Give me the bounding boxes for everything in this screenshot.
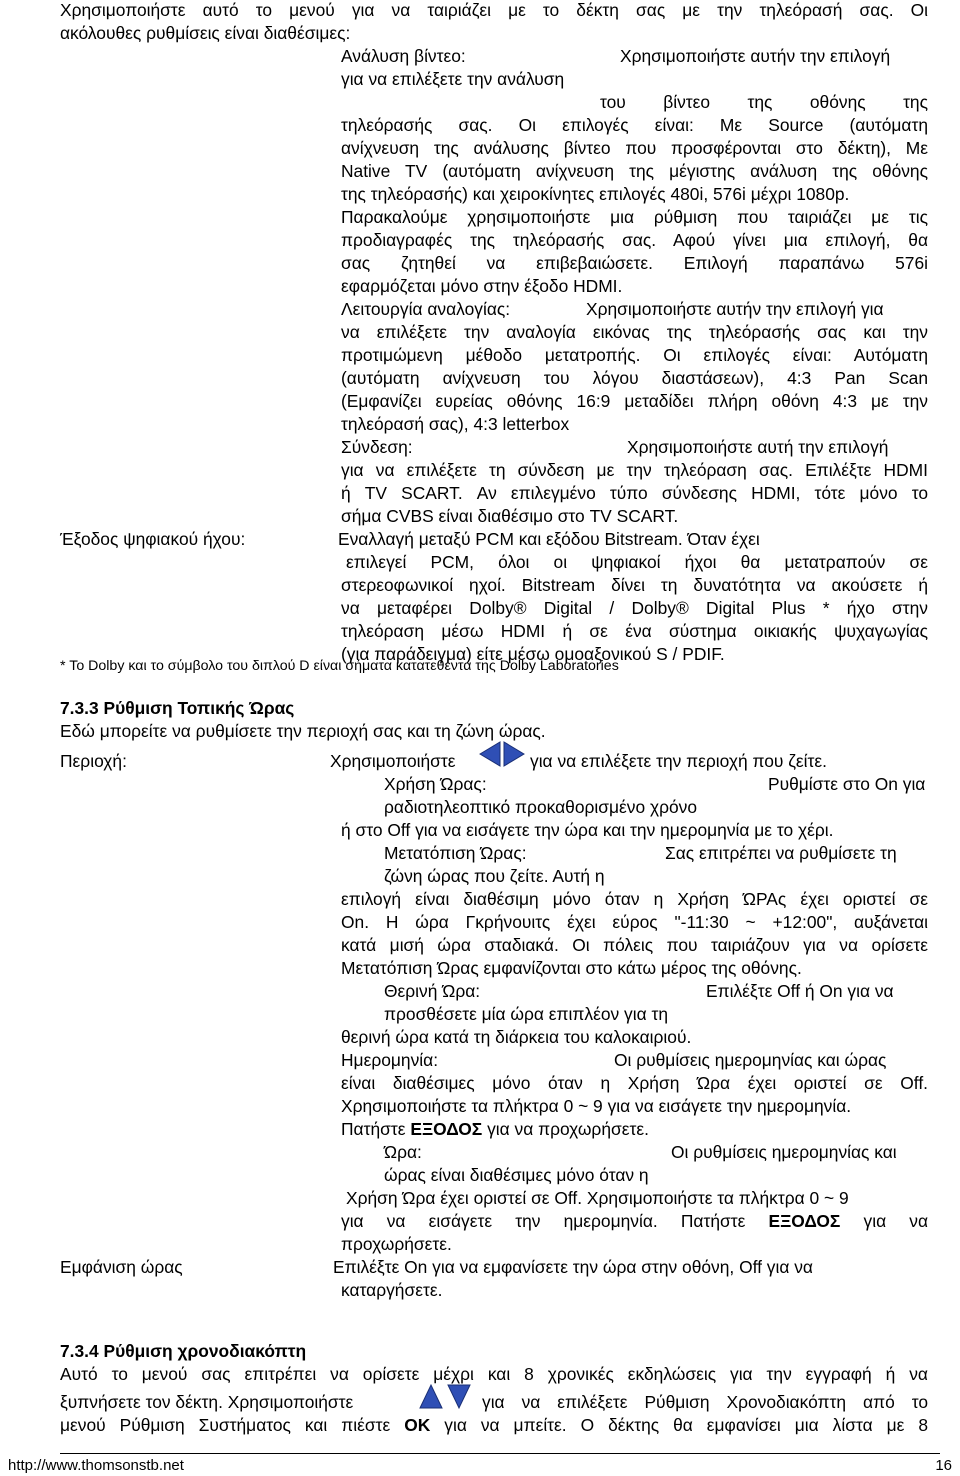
paragraph-line: προχωρήσετε. <box>341 1234 452 1254</box>
paragraph-line: Παρακαλούμε χρησιμοποιήστε μια ρύθμιση που ταιριάζει με τις <box>341 207 928 227</box>
setting-label-video-resolution: Ανάλυση βίντεο: <box>341 46 466 66</box>
paragraph-line: για να επιλέξετε Ρύθμιση Χρονοδιακόπτη από το <box>482 1392 928 1412</box>
paragraph-line: (αυτόματη ανίχνευση του λόγου διαστάσεων), 4:3 Pan Scan <box>341 368 928 388</box>
paragraph-line: θερινή ώρα κατά τη διάρκεια του καλοκαιριού. <box>341 1027 692 1047</box>
paragraph-line: Οι ρυθμίσεις ημερομηνίας και ώρας <box>614 1050 887 1070</box>
paragraph-line: Οι ρυθμίσεις ημερομηνίας και <box>671 1142 897 1162</box>
paragraph-line: Πατήστε ΕΞΟΔΟΣ για να προχωρήσετε. <box>341 1119 649 1139</box>
paragraph-line: Ρυθμίστε στο On για <box>768 774 926 794</box>
paragraph-line: ώρας είναι διαθέσιμες μόνο όταν η <box>384 1165 649 1185</box>
paragraph-line: σήμα CVBS είναι διαθέσιμο στο TV SCART. <box>341 506 679 526</box>
paragraph-line: ζώνη ώρας που ζείτε. Αυτή η <box>384 866 605 886</box>
paragraph-line: για να εισάγετε την ημερομηνία. Πατήστε ΕΞΟΔΟΣ για να <box>341 1211 929 1231</box>
paragraph-line: μενού Ρύθμιση Συστήματος και πιέστε OK για να μπείτε. Ο δέκτης θα εμφανίσει μια λίστα με 8 <box>60 1415 928 1435</box>
setting-label-time: Ώρα: <box>384 1142 422 1162</box>
setting-label-connection: Σύνδεση: <box>341 437 413 457</box>
paragraph-line: επιλογή είναι διαθέσιμη μόνο όταν η Χρήση ΏΡΑς έχει οριστεί σε <box>341 889 928 909</box>
paragraph-line: ραδιοτηλεοπτικό προκαθορισμένο χρόνο <box>384 797 698 817</box>
paragraph-line: προσθέσετε μία ώρα επιπλέον για τη <box>384 1004 669 1024</box>
paragraph-line: Χρησιμοποιήστε <box>330 751 456 771</box>
intro-line: ακόλουθες ρυθμίσεις είναι διαθέσιμες: <box>60 23 351 43</box>
exit-key-label: ΕΞΟΔΟΣ <box>768 1211 841 1231</box>
paragraph-line: για να επιλέξετε την ανάλυση <box>341 69 565 89</box>
paragraph-line: ξυπνήσετε τον δέκτη. Χρησιμοποιήστε <box>60 1392 354 1412</box>
footer-divider <box>60 1453 940 1454</box>
paragraph-line: Επιλέξτε Off ή On για να <box>706 981 894 1001</box>
paragraph-line: ή στο Off για να εισάγετε την ώρα και την ημερομηνία με το χέρι. <box>341 820 834 840</box>
paragraph-line: κατά μισή ώρα σταδιακά. Οι πόλεις που ταιριάζουν για να ορίσετε <box>341 935 928 955</box>
paragraph-line: Χρησιμοποιήστε αυτή την επιλογή <box>627 437 889 457</box>
ok-key-label: OK <box>404 1415 431 1435</box>
section-heading-timer: 7.3.4 Ρύθμιση χρονοδιακόπτη <box>60 1341 307 1361</box>
paragraph-line: Χρήση Ώρα έχει οριστεί σε Off. Χρησιμοποιήστε τα πλήκτρα 0 ~ 9 <box>346 1188 849 1208</box>
paragraph-line: να μεταφέρει Dolby® Digital / Dolby® Digital Plus * ήχο στην <box>341 598 928 618</box>
paragraph-line: του βίντεο της οθόνης της <box>600 92 928 112</box>
paragraph-line: προδιαγραφές της τηλεόρασής σας. Αφού γίνει μια επιλογή, θα <box>341 230 928 250</box>
setting-label-summer-time: Θερινή Ώρα: <box>384 981 481 1001</box>
paragraph-line: Αυτό το μενού σας επιτρέπει να ορίσετε μέχρι και 8 χρονικές εκδηλώσεις για την εγγραφή ή να <box>60 1364 928 1384</box>
paragraph-line: εφαρμόζεται μόνο στην έξοδο HDMI. <box>341 276 623 296</box>
paragraph-line: της τηλεόρασής) και χειροκίνητες επιλογές 480i, 576i μέχρι 1080p. <box>341 184 850 204</box>
paragraph-line: τηλεόραση μέσω HDMI ή σε ένα σύστημα οικιακής ψυχαγωγίας <box>341 621 928 641</box>
paragraph-line: επιλεγεί PCM, όλοι οι ψηφιακοί ήχοι θα μετατραπούν σε <box>346 552 928 572</box>
paragraph-line: On. Η ώρα Γκρήνουιτς έχει εύρος "-11:30 ~ +12:00", αυξάνεται <box>341 912 928 932</box>
setting-label-region: Περιοχή: <box>60 751 127 771</box>
paragraph-line: προτιμώμενη μέθοδο μετατροπής. Οι επιλογές είναι: Αυτόματη <box>341 345 928 365</box>
paragraph-line: να επιλέξετε την αναλογία εικόνας της τηλεόρασής σας και την <box>341 322 928 342</box>
paragraph-line: Χρησιμοποιήστε τα πλήκτρα 0 ~ 9 για να εισάγετε την ημερομηνία. <box>341 1096 852 1116</box>
paragraph-line: (Εμφανίζει ευρείας οθόνης 16:9 μεταδίδει πλήρη οθόνη 4:3 με την <box>341 391 928 411</box>
paragraph-line: Επιλέξτε On για να εμφανίσετε την ώρα στην οθόνη, Off για να <box>333 1257 813 1277</box>
paragraph-line: Μετατόπιση Ώρας εμφανίζονται στο κάτω μέρος της οθόνης. <box>341 958 802 978</box>
paragraph-line: Native TV (αυτόματη ανίχνευση της μέγιστης ανάλυση της οθόνης <box>341 161 928 181</box>
intro-line: Χρησιμοποιήστε αυτό το μενού για να ταιριάζει με το δέκτη σας με την τηλεόρασή σας. Οι <box>60 0 928 20</box>
paragraph-line: (για παράδειγμα) είτε μέσω ομοαξονικού S / PDIF. <box>341 644 725 664</box>
section-heading-local-time: 7.3.3 Ρύθμιση Τοπικής Ώρας <box>60 698 295 718</box>
setting-label-aspect-ratio: Λειτουργία αναλογίας: <box>341 299 511 319</box>
paragraph-line: ανίχνευση της ανάλυσης βίντεο που προσφέρονται στο δέκτη), Με <box>341 138 928 158</box>
page-number: 16 <box>935 1457 952 1474</box>
paragraph-line: για να επιλέξετε τη σύνδεση με την τηλεόραση σας. Επιλέξτε HDMI <box>341 460 928 480</box>
setting-label-use-time: Χρήση Ώρας: <box>384 774 487 794</box>
paragraph-line: καταργήσετε. <box>341 1280 443 1300</box>
paragraph-line: τηλεόρασή σας), 4:3 letterbox <box>341 414 570 434</box>
setting-label-time-offset: Μετατόπιση Ώρας: <box>384 843 527 863</box>
paragraph-line: Σας επιτρέπει να ρυθμίσετε τη <box>665 843 897 863</box>
up-down-arrow-icon <box>418 1382 472 1410</box>
paragraph-line: τηλεόρασής σας. Οι επιλογές είναι: Με Source (αυτόματη <box>341 115 928 135</box>
dolby-footnote: * Το Dolby και το σύμβολο του διπλού D είναι σήματα κατατεθέντα της Dolby Laboratories <box>60 658 619 674</box>
left-right-arrow-icon <box>478 740 526 768</box>
paragraph-line: σας ζητηθεί να επιβεβαιώσετε. Επιλογή παραπάνω 576i <box>341 253 928 273</box>
paragraph-line: είναι διαθέσιμες μόνο όταν η Χρήση Ώρα έχει οριστεί σε Off. <box>341 1073 928 1093</box>
paragraph-line: Χρησιμοποιήστε αυτήν την επιλογή <box>620 46 891 66</box>
paragraph-line: Εδώ μπορείτε να ρυθμίσετε την περιοχή σας και τη ζώνη ώρας. <box>60 721 546 741</box>
setting-label-date: Ημερομηνία: <box>341 1050 439 1070</box>
paragraph-line: ή TV SCART. Αν επιλεγμένο τύπο σύνδεσης HDMI, τότε μόνο το <box>341 483 928 503</box>
footer-url[interactable]: http://www.thomsonstb.net <box>8 1457 184 1474</box>
setting-label-time-display: Εμφάνιση ώρας <box>60 1257 183 1277</box>
paragraph-line: στερεοφωνικοί ηχοί. Bitstream δίνει τη δυνατότητα να ακούσετε ή <box>341 575 928 595</box>
paragraph-line: Χρησιμοποιήστε αυτήν την επιλογή για <box>586 299 884 319</box>
paragraph-line: Εναλλαγή μεταξύ PCM και εξόδου Bitstream. Όταν έχει <box>338 529 760 549</box>
setting-label-digital-audio-output: Έξοδος ψηφιακού ήχου: <box>60 529 246 549</box>
paragraph-line: για να επιλέξετε την περιοχή που ζείτε. <box>530 751 827 771</box>
exit-key-label: ΕΞΟΔΟΣ <box>410 1119 483 1139</box>
